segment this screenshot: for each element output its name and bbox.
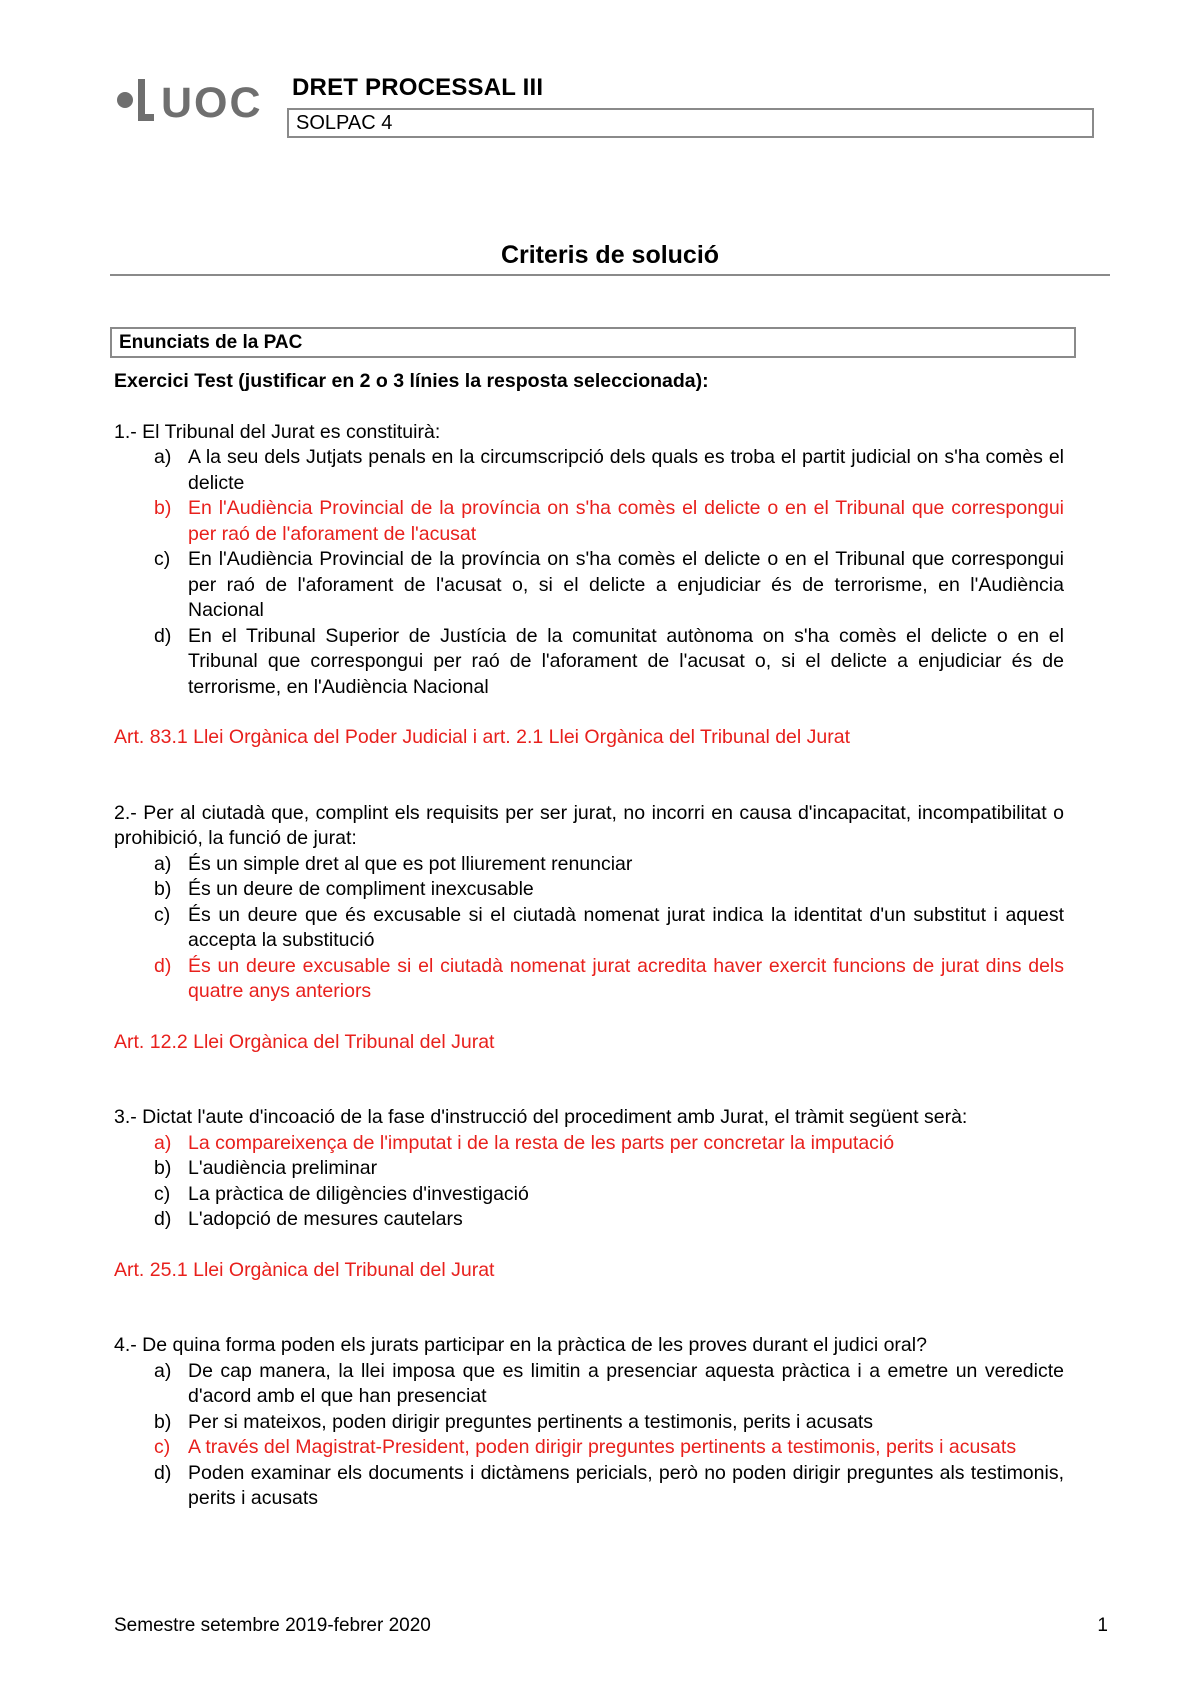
option-text: La pràctica de diligències d'investigació	[188, 1182, 529, 1205]
question-block	[114, 1333, 1064, 1512]
option-text: És un simple dret al que es pot lliurement renunciar	[188, 852, 633, 875]
answer-options	[114, 445, 1064, 700]
option-letter: d)	[154, 1461, 172, 1484]
option-letter: d)	[154, 954, 172, 977]
option-letter: b)	[154, 497, 172, 519]
option-letter: a)	[154, 852, 172, 875]
answer-option	[114, 852, 1064, 878]
title-divider	[110, 274, 1110, 276]
question-block	[114, 1105, 1064, 1283]
answer-option	[114, 624, 1064, 701]
question-text: 1.- El Tribunal del Jurat es constituirà:	[114, 420, 441, 443]
page-number: 1	[1097, 1615, 1108, 1636]
option-text: Per si mateixos, poden dirigir preguntes pertinents a testimonis, perits i acusats	[188, 1410, 873, 1433]
option-text: És un deure de compliment inexcusable	[188, 878, 534, 900]
option-text: És un deure excusable si el ciutadà nomenat jurat acredita haver exercit funcions de jurat dins dels quatre anys anteriors	[188, 954, 1064, 1002]
answer-options	[114, 852, 1064, 1005]
question-spacer	[114, 1283, 1064, 1333]
option-text: En el Tribunal Superior de Justícia de la comunitat autònoma on s'ha comès el delicte o en el Tribunal que correspongui per raó de l'aforament de l'acusat o, si el delicte a enjudiciar és de terrorisme, en l'Audiència Nacional	[188, 624, 1064, 698]
answer-option	[114, 547, 1064, 624]
footer-semester: Semestre setembre 2019-febrer 2020	[114, 1615, 431, 1636]
uoc-logo	[117, 78, 275, 122]
option-letter: a)	[154, 1131, 172, 1154]
document-body	[114, 369, 1064, 1512]
option-text: De cap manera, la llei imposa que es limitin a presenciar aquesta pràctica i a emetre un veredicte d'acord amb el que han presenciat	[188, 1359, 1064, 1407]
answer-option	[114, 1410, 1064, 1436]
document-subtitle: SOLPAC 4	[287, 108, 1094, 138]
option-letter: a)	[154, 1359, 172, 1382]
exercise-heading: Exercici Test (justificar en 2 o 3 línies la resposta seleccionada):	[114, 370, 709, 392]
answer-option	[114, 1156, 1064, 1182]
answer-option	[114, 877, 1064, 903]
option-letter: b)	[154, 1157, 172, 1179]
question-list	[114, 420, 1064, 1512]
answer-options	[114, 1131, 1064, 1233]
option-letter: d)	[154, 1208, 172, 1230]
option-text: L'audiència preliminar	[188, 1157, 378, 1179]
answer-options	[114, 1359, 1064, 1512]
legal-reference: Art. 83.1 Llei Orgànica del Poder Judicial i art. 2.1 Llei Orgànica del Tribunal del Jurat	[114, 726, 850, 748]
question-text: 4.- De quina forma poden els jurats participar en la pràctica de les proves durant el judici oral?	[114, 1334, 927, 1356]
page-title: Criteris de solució	[500, 241, 720, 269]
answer-option	[114, 1461, 1064, 1512]
answer-option-correct	[114, 954, 1064, 1005]
section-heading: Enunciats de la PAC	[110, 327, 1076, 358]
option-text: L'adopció de mesures cautelars	[188, 1208, 463, 1230]
option-text: La compareixença de l'imputat i de la resta de les parts per concretar la imputació	[188, 1131, 895, 1154]
option-letter: c)	[154, 903, 171, 926]
option-text: En l'Audiència Provincial de la província on s'ha comès el delicte o en el Tribunal que correspongui per raó de l'aforament de l'acusat	[188, 497, 1064, 545]
option-letter: b)	[154, 1410, 172, 1433]
option-text: En l'Audiència Provincial de la província on s'ha comès el delicte o en el Tribunal que correspongui per raó de l'aforament de l'acusat o, si el delicte a enjudiciar és de terrorisme, en l'Audiència Nacional	[188, 548, 1064, 621]
question-spacer	[114, 1055, 1064, 1105]
question-block	[114, 420, 1064, 751]
option-letter: b)	[154, 878, 172, 900]
legal-reference: Art. 12.2 Llei Orgànica del Tribunal del Jurat	[114, 1030, 495, 1053]
answer-option-correct	[114, 1435, 1064, 1461]
course-title: DRET PROCESSAL III	[292, 74, 544, 101]
answer-option	[114, 445, 1064, 496]
option-text: Poden examinar els documents i dictàmens pericials, però no poden dirigir preguntes als testimonis, perits i acusats	[188, 1461, 1064, 1509]
option-text: A través del Magistrat-President, poden dirigir preguntes pertinents a testimonis, perits i acusats	[188, 1436, 1017, 1458]
question-text: 3.- Dictat l'aute d'incoació de la fase d'instrucció del procediment amb Jurat, el tràmit següent serà:	[114, 1106, 968, 1128]
option-letter: d)	[154, 624, 172, 647]
option-letter: c)	[154, 1182, 171, 1205]
answer-option-correct	[114, 1131, 1064, 1157]
answer-option	[114, 1182, 1064, 1208]
question-spacer	[114, 751, 1064, 801]
answer-option	[114, 903, 1064, 954]
question-text: 2.- Per al ciutadà que, complint els requisits per ser jurat, no incorri en causa d'incapacitat, incompatibilitat o prohibició, la funció de jurat:	[114, 801, 1064, 849]
page-footer	[114, 1615, 1108, 1637]
answer-option	[114, 1207, 1064, 1233]
answer-option	[114, 1359, 1064, 1410]
option-letter: c)	[154, 548, 171, 570]
option-text: A la seu dels Jutjats penals en la circumscripció dels quals es troba el partit judicial on s'ha comès el delicte	[188, 446, 1064, 494]
option-text: És un deure que és excusable si el ciutadà nomenat jurat indica la identitat d'un substitut i aquest accepta la substitució	[188, 903, 1064, 951]
answer-option-correct	[114, 496, 1064, 547]
question-block	[114, 801, 1064, 1056]
legal-reference: Art. 25.1 Llei Orgànica del Tribunal del Jurat	[114, 1258, 495, 1281]
logo-text: UOC	[161, 79, 263, 122]
option-letter: c)	[154, 1436, 171, 1458]
option-letter: a)	[154, 446, 172, 468]
